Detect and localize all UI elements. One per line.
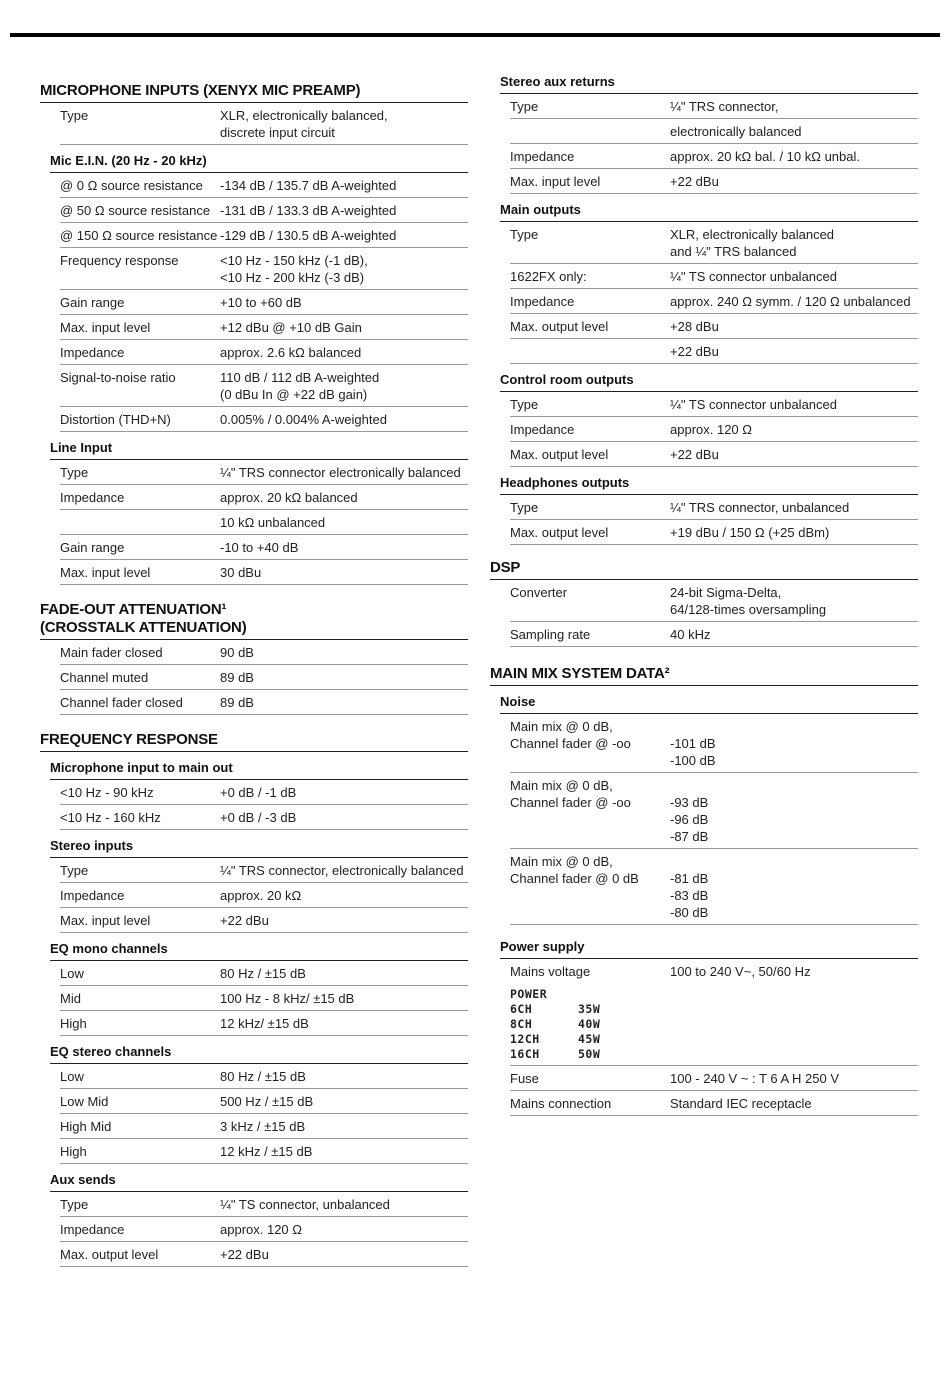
spec-value [220,644,468,661]
mic-main-rows [40,780,468,830]
spec-value-line: XLR, electronically balanced [670,227,835,242]
spec-value-line: -80 dB [670,905,709,920]
spec-row [60,365,468,407]
spec-value [220,862,468,879]
spec-label-line: Channel fader @ 0 dB [510,871,639,886]
spec-label: Impedance [60,490,125,505]
spec-value-line: -87 dB [670,829,709,844]
spec-value [220,965,468,982]
spec-value [670,173,918,190]
spec-value [220,539,468,556]
spec-row [60,510,468,535]
power-table-rows [510,1002,918,1062]
fade-out-heading [40,597,468,640]
power-supply-heading: Power supply [500,935,918,959]
spec-row [510,495,918,520]
spec-row [60,1242,468,1267]
spec-label-line: Main mix @ 0 dB, [510,778,613,793]
spec-value [670,963,918,980]
spec-value [220,669,468,686]
spec-label: @ 50 Ω source resistance [60,203,211,218]
aux-returns-heading: Stereo aux returns [500,70,918,94]
spec-row [510,289,918,314]
ein-rows [40,173,468,432]
spec-value [670,123,918,140]
spec-label: Impedance [510,422,575,437]
spec-value-line: -101 dB [670,736,716,751]
power-watts: 35W [578,1002,601,1016]
spec-label: Max. input level [60,565,151,580]
main-mix-heading: MAIN MIX SYSTEM DATA² [490,661,918,686]
spec-row [510,849,918,925]
spec-value [220,1093,468,1110]
spec-value-line: 89 dB [220,695,254,710]
spec-row [60,535,468,560]
spec-value-line: 100 to 240 V~, 50/60 Hz [670,964,811,979]
dsp-heading: DSP [490,555,918,580]
spec-value-line: approx. 20 kΩ bal. / 10 kΩ unbal. [670,149,860,164]
stereo-inputs-rows [40,858,468,933]
spec-value [670,584,918,618]
spec-label-line: Channel fader @ -oo [510,795,631,810]
spec-value-line: 10 kΩ unbalanced [220,515,326,530]
power-watts: 45W [578,1032,601,1046]
spec-label: Type [510,397,539,412]
spec-label: Impedance [60,888,125,903]
spec-value [220,1196,468,1213]
spec-row [510,1091,918,1116]
spec-value [670,268,918,285]
spec-row [510,222,918,264]
spec-value-line: 24-bit Sigma-Delta, [670,585,782,600]
spec-label [60,514,220,531]
spec-value [220,227,468,244]
spec-row [60,1192,468,1217]
spec-label: Impedance [510,149,575,164]
spec-label [510,718,670,769]
spec-value-line: 64/128-times oversampling [670,602,827,617]
power-table-row [510,1047,918,1062]
spec-label [510,853,670,921]
line-input-heading: Line Input [50,436,468,460]
spec-label: @ 0 Ω source resistance [60,178,203,193]
spec-value [220,319,468,336]
spec-value-line: ¼" TRS connector, [670,99,779,114]
spec-value-line: discrete input circuit [220,125,335,140]
spec-row [510,339,918,364]
spec-label: Type [510,227,539,242]
spec-value-line: 110 dB / 112 dB A-weighted [220,370,380,385]
mic-inputs-heading: MICROPHONE INPUTS (XENYX MIC PREAMP) [40,78,468,103]
spec-value-line: -83 dB [670,888,709,903]
spec-value [670,1070,918,1087]
spec-row [60,315,468,340]
spec-row [510,622,918,647]
spec-label: Impedance [60,1222,125,1237]
fade-rows [40,640,468,715]
spec-row [60,1217,468,1242]
top-rule [10,33,940,37]
power-table-row [510,1032,918,1047]
spec-label [510,777,670,845]
left-column [40,70,468,1267]
spec-row [510,314,918,339]
spec-value-line: 89 dB [220,670,254,685]
spec-value [220,1143,468,1160]
spec-row [60,986,468,1011]
spec-value-line: ¼" TS connector unbalanced [670,269,837,284]
spec-value-line: Standard IEC receptacle [670,1096,812,1111]
spec-value-line: approx. 120 Ω [220,1222,302,1237]
spec-value-line: <10 Hz - 150 kHz (-1 dB), [220,253,368,268]
spec-value [670,626,918,643]
stereo-inputs-heading: Stereo inputs [50,834,468,858]
spec-value [670,421,918,438]
spec-value [220,1068,468,1085]
spec-value-line: 90 dB [220,645,254,660]
spec-label: Type [60,465,89,480]
spec-label: Converter [510,585,568,600]
spec-row [60,1139,468,1164]
spec-row [60,290,468,315]
spec-label: Impedance [60,345,125,360]
spec-value-line: XLR, electronically balanced, [220,108,388,123]
spec-value-line: approx. 20 kΩ balanced [220,490,358,505]
power-channels: 8CH [510,1017,533,1031]
spec-label: Max. output level [60,1247,159,1262]
spec-value-line: ¼" TRS connector electronically balanced [220,465,461,480]
spec-value [220,464,468,481]
power-table-header: POWER [510,987,548,1001]
spec-value-line: 500 Hz / ±15 dB [220,1094,314,1109]
spec-value-line: 12 kHz/ ±15 dB [220,1016,309,1031]
spec-row [60,223,468,248]
spec-row [60,1011,468,1036]
spec-value [220,514,468,531]
spec-row [60,560,468,585]
spec-row [60,340,468,365]
spec-row [510,773,918,849]
spec-value [670,524,918,541]
spec-label: Type [60,1197,89,1212]
spec-label: Max. output level [510,525,609,540]
ein-heading: Mic E.I.N. (20 Hz - 20 kHz) [50,149,468,173]
spec-row [60,198,468,223]
spec-value-line: (0 dBu In @ +22 dB gain) [220,387,368,402]
spec-row [60,690,468,715]
spec-label: Sampling rate [510,627,591,642]
spec-value-line: 0.005% / 0.004% A-weighted [220,412,387,427]
headphones-rows [490,495,918,545]
spec-row [510,520,918,545]
spec-value-line: -10 to +40 dB [220,540,299,555]
spec-row [60,780,468,805]
spec-value [220,344,468,361]
spec-value-line: ¼" TS connector unbalanced [670,397,837,412]
spec-row [60,460,468,485]
power-watts: 50W [578,1047,601,1061]
spec-row [510,169,918,194]
spec-value-line: approx. 2.6 kΩ balanced [220,345,362,360]
spec-label: Low Mid [60,1094,109,1109]
control-room-heading: Control room outputs [500,368,918,392]
control-room-rows [490,392,918,467]
power-table [510,983,918,1066]
eq-stereo-rows [40,1064,468,1164]
spec-value-line: ¼" TRS connector, electronically balanced [220,863,464,878]
spec-value [220,252,468,286]
spec-label: Channel fader closed [60,695,183,710]
spec-value-line: +28 dBu [670,319,719,334]
spec-value-line: 80 Hz / ±15 dB [220,966,306,981]
spec-label: Signal-to-noise ratio [60,370,176,385]
spec-row [510,264,918,289]
spec-value-line: -96 dB [670,812,709,827]
spec-row [60,1089,468,1114]
spec-value [220,1246,468,1263]
spec-value [220,694,468,711]
spec-label: @ 150 Ω source resistance [60,228,218,243]
spec-value-line: +22 dBu [670,344,719,359]
spec-label: Type [60,863,89,878]
dsp-rows [490,580,918,647]
spec-value [220,177,468,194]
spec-value-line: +22 dBu [670,174,719,189]
spec-value-line: +0 dB / -1 dB [220,785,297,800]
spec-value [220,1221,468,1238]
spec-value [670,396,918,413]
spec-value-line: +0 dB / -3 dB [220,810,297,825]
spec-value [220,887,468,904]
aux-returns-rows [490,94,918,194]
spec-row [60,248,468,290]
spec-value [220,489,468,506]
spec-row [510,442,918,467]
spec-value [670,148,918,165]
aux-sends-rows [40,1192,468,1267]
power-channels: 6CH [510,1002,533,1016]
power-watts: 40W [578,1017,601,1031]
spec-value-line: 30 dBu [220,565,262,580]
noise-heading: Noise [500,690,918,714]
spec-label: Type [60,108,89,123]
spec-label: Type [510,500,539,515]
spec-value [670,777,918,845]
spec-value [220,912,468,929]
main-outputs-rows [490,222,918,364]
spec-label: High [60,1016,87,1031]
spec-value-line: +22 dBu [670,447,719,462]
spec-row [510,144,918,169]
spec-value [220,564,468,581]
spec-value [670,718,918,769]
spec-row [510,1066,918,1091]
spec-row [510,959,918,983]
spec-value-line: approx. 240 Ω symm. / 120 Ω unbalanced [670,294,911,309]
spec-value-line: -134 dB / 135.7 dB A-weighted [220,178,397,193]
power-channels: 12CH [510,1032,540,1046]
spec-value [670,1095,918,1112]
spec-value [220,107,468,141]
spec-label: Gain range [60,295,125,310]
mic-main-heading: Microphone input to main out [50,756,468,780]
spec-row [60,665,468,690]
spec-row [510,580,918,622]
power-table-row [510,1002,918,1017]
spec-label: Channel muted [60,670,149,685]
spec-label: 1622FX only: [510,269,587,284]
spec-row [510,94,918,119]
spec-row [60,485,468,510]
spec-label: Max. input level [60,913,151,928]
spec-row [60,173,468,198]
spec-value [220,411,468,428]
spec-value [670,853,918,921]
spec-row [510,119,918,144]
noise-rows [490,714,918,925]
spec-value [670,226,918,260]
spec-label: Mains voltage [510,964,591,979]
spec-label: Fuse [510,1071,539,1086]
spec-value-line: 100 - 240 V ~ : T 6 A H 250 V [670,1071,839,1086]
spec-label: Low [60,1069,84,1084]
spec-value-line: approx. 20 kΩ [220,888,302,903]
spec-value-line: 100 Hz - 8 kHz/ ±15 dB [220,991,355,1006]
spec-value-line: +19 dBu / 150 Ω (+25 dBm) [670,525,830,540]
spec-value-line: -93 dB [670,795,709,810]
power-table-row [510,1017,918,1032]
spec-value-line: -100 dB [670,753,716,768]
frequency-response-heading: FREQUENCY RESPONSE [40,727,468,752]
spec-row [60,908,468,933]
spec-label: Gain range [60,540,125,555]
fade-out-heading-line2: (CROSSTALK ATTENUATION) [40,619,247,636]
spec-value-line: <10 Hz - 200 kHz (-3 dB) [220,270,365,285]
spec-value [220,809,468,826]
main-outputs-heading: Main outputs [500,198,918,222]
spec-label: Mains connection [510,1096,612,1111]
spec-value [220,294,468,311]
spec-value [220,1118,468,1135]
fade-out-heading-line1: FADE-OUT ATTENUATION¹ [40,601,227,618]
spec-value-line: +22 dBu [220,913,269,928]
spec-value [670,499,918,516]
spec-value-line: 12 kHz / ±15 dB [220,1144,313,1159]
spec-value [220,369,468,403]
spec-row [60,858,468,883]
spec-label [510,123,670,140]
spec-row [60,640,468,665]
spec-value-line: 80 Hz / ±15 dB [220,1069,306,1084]
spec-label: <10 Hz - 90 kHz [60,785,154,800]
spec-row [60,103,468,145]
power-rows [490,1066,918,1116]
spec-label-line: Channel fader @ -oo [510,736,631,751]
spec-row [60,407,468,432]
spec-value [670,98,918,115]
spec-row [510,714,918,773]
spec-label-line: Main mix @ 0 dB, [510,854,613,869]
spec-value-line: approx. 120 Ω [670,422,752,437]
spec-label: Type [510,99,539,114]
right-column [490,70,918,1116]
spec-label: Impedance [510,294,575,309]
aux-sends-heading: Aux sends [50,1168,468,1192]
spec-label: Distortion (THD+N) [60,412,171,427]
spec-value [670,343,918,360]
spec-label: Frequency response [60,253,179,268]
spec-label: Max. input level [510,174,601,189]
spec-value-line: -81 dB [670,871,709,886]
spec-value-line: 3 kHz / ±15 dB [220,1119,306,1134]
spec-value-line: ¼" TS connector, unbalanced [220,1197,390,1212]
spec-label [510,343,670,360]
spec-label-line: Main mix @ 0 dB, [510,719,613,734]
headphones-heading: Headphones outputs [500,471,918,495]
spec-value-line: and ¼" TRS balanced [670,244,797,259]
spec-value-line: electronically balanced [670,124,802,139]
spec-row [60,1064,468,1089]
spec-label: High Mid [60,1119,112,1134]
eq-stereo-heading: EQ stereo channels [50,1040,468,1064]
spec-row [510,392,918,417]
spec-value-line: +12 dBu @ +10 dB Gain [220,320,362,335]
spec-value [670,446,918,463]
spec-label: Main fader closed [60,645,163,660]
spec-value [220,990,468,1007]
spec-label: <10 Hz - 160 kHz [60,810,161,825]
spec-value [670,318,918,335]
spec-value-line: +22 dBu [220,1247,269,1262]
spec-label: Max. output level [510,319,609,334]
spec-row [60,883,468,908]
eq-mono-rows [40,961,468,1036]
spec-row [60,805,468,830]
spec-row [60,961,468,986]
spec-value [670,293,918,310]
spec-value-line: -129 dB / 130.5 dB A-weighted [220,228,397,243]
spec-label: Mid [60,991,81,1006]
spec-value-line: -131 dB / 133.3 dB A-weighted [220,203,397,218]
spec-value-line: ¼" TRS connector, unbalanced [670,500,850,515]
power-channels: 16CH [510,1047,540,1061]
spec-label: High [60,1144,87,1159]
spec-label: Max. output level [510,447,609,462]
spec-row [60,1114,468,1139]
spec-value [220,1015,468,1032]
spec-value-line: 40 kHz [670,627,711,642]
spec-row [510,417,918,442]
spec-label: Max. input level [60,320,151,335]
spec-value [220,784,468,801]
spec-value-line: +10 to +60 dB [220,295,302,310]
eq-mono-heading: EQ mono channels [50,937,468,961]
spec-label: Low [60,966,84,981]
line-input-rows [40,460,468,585]
spec-value [220,202,468,219]
